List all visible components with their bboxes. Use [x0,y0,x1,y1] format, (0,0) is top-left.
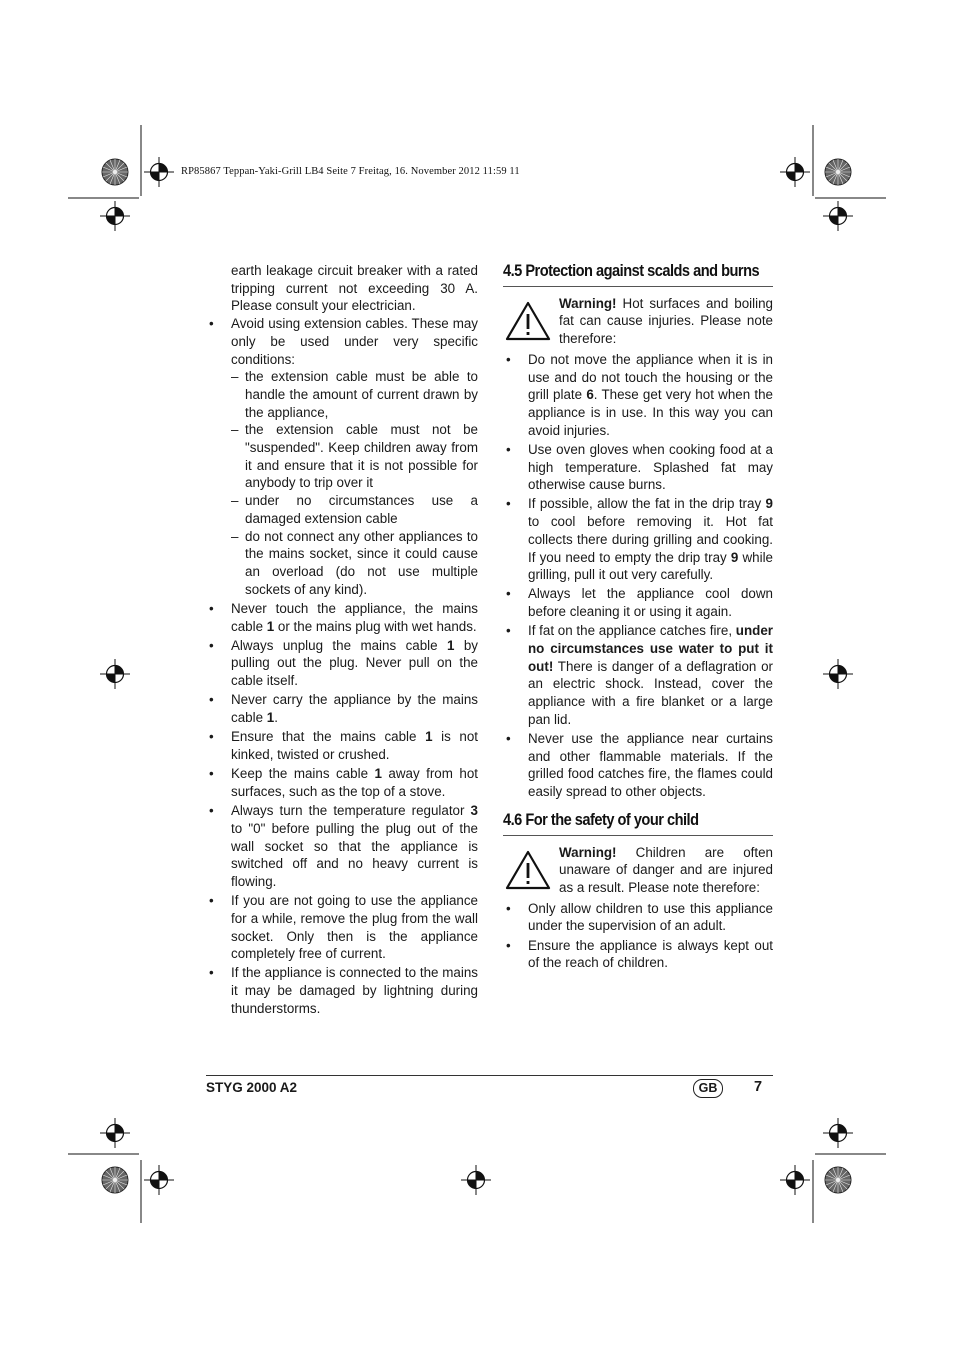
list-item: • If possible, allow the fat in the drip tray 9 to cool before removing it. Hot fat collects there during grilling and cooking. If you need to empty the drip tray 9 while grilling, pull it out very carefully. [503,495,773,584]
list-item: • If fat on the appliance catches fire, under no circumstances use water to put it out! There is danger of a deflagration or an electric shock. Instead, cover the appliance with a fire blanket or a large pan lid. [503,622,773,728]
list-item: • Do not move the appliance when it is in use and do not touch the housing or the grill plate 6. These get very hot when the appliance is in use. In this way you can avoid injuries. [503,351,773,440]
list-item: • Always unplug the mains cable 1 by pulling out the plug. Never pull on the cable itself. [206,637,478,690]
condition-item: – under no circumstances use a damaged extension cable [231,492,478,527]
condition-item: – the extension cable must not be "suspended". Keep children away from it and ensure that it is not possible for anybody to trip over it [231,421,478,492]
child-list [503,900,773,972]
section-4-6-heading: 4.6 For the safety of your child [503,809,699,829]
warning-label: Warning! [559,844,617,860]
section-4-5-heading-wrap [503,262,773,287]
model-number: STYG 2000 A2 [206,1080,298,1095]
warning-triangle-icon [505,301,551,341]
list-item: • Never use the appliance near curtains and other flammable materials. If the grilled food catches fire, the flames could easily spread to other objects. [503,730,773,801]
warning-text: Warning! Hot surfaces and boiling fat can cause injuries. Please note therefore: [559,295,773,347]
warning-label: Warning! [559,295,617,311]
condition-item: – do not connect any other appliances to the mains socket, since it could cause an overload (do not use multiple sockets of any kind). [231,528,478,599]
warning-box-burns [503,295,773,348]
intro-paragraph: earth leakage circuit breaker with a rated tripping current not exceeding 30 A. Please consult your electrician. [231,263,478,314]
language-badge: GB [693,1079,723,1098]
registration-top [68,125,886,231]
left-column [206,262,478,1019]
list-item-extension [206,315,478,598]
list-item: • Use oven gloves when cooking food at a high temperature. Splashed fat may otherwise cause burns. [503,441,773,494]
list-item: • Always turn the temperature regulator 3 to "0" before pulling the plug out of the wall socket so that the appliance is switched off and no heavy current is flowing. [206,802,478,891]
burns-list [503,351,773,801]
list-item: • Never carry the appliance by the mains cable 1. [206,691,478,726]
right-column [503,262,773,974]
warning-triangle-icon [505,850,551,890]
list-item-text: Avoid using extension cables. These may only be used under very specific conditions: [231,316,478,367]
list-item: • Never touch the appliance, the mains cable 1 or the mains plug with wet hands. [206,600,478,635]
list-item: • Only allow children to use this appliance under the supervision of an adult. [503,900,773,935]
conditions-list [231,368,478,598]
page-number: 7 [754,1079,763,1095]
list-item: • Always let the appliance cool down before cleaning it or using it again. [503,585,773,620]
section-4-5-heading: 4.5 Protection against scalds and burns [503,261,760,280]
condition-item: – the extension cable must be able to handle the amount of current drawn by the appliance, [231,368,478,421]
print-slug: RP85867 Teppan-Yaki-Grill LB4 Seite 7 Freitag, 16. November 2012 11:59 11 [181,166,520,177]
list-item: • If the appliance is connected to the mains it may be damaged by lightning during thunderstorms. [206,964,478,1017]
section-4-6-heading-wrap [503,811,773,836]
warning-text: Warning! Children are often unaware of danger and are injured as a result. Please note therefore: [559,844,773,895]
warning-box-child [503,844,773,897]
list-item: • Ensure that the mains cable 1 is not kinked, twisted or crushed. [206,728,478,763]
list-item: • Keep the mains cable 1 away from hot surfaces, such as the top of a stove. [206,765,478,800]
safety-list-left [206,315,478,1017]
page-footer [206,1075,773,1095]
list-item: • Ensure the appliance is always kept out of the reach of children. [503,937,773,972]
registration-bottom [68,1118,886,1223]
list-item: • If you are not going to use the appliance for a while, remove the plug from the wall socket. Only then is the appliance completely free of current. [206,892,478,963]
